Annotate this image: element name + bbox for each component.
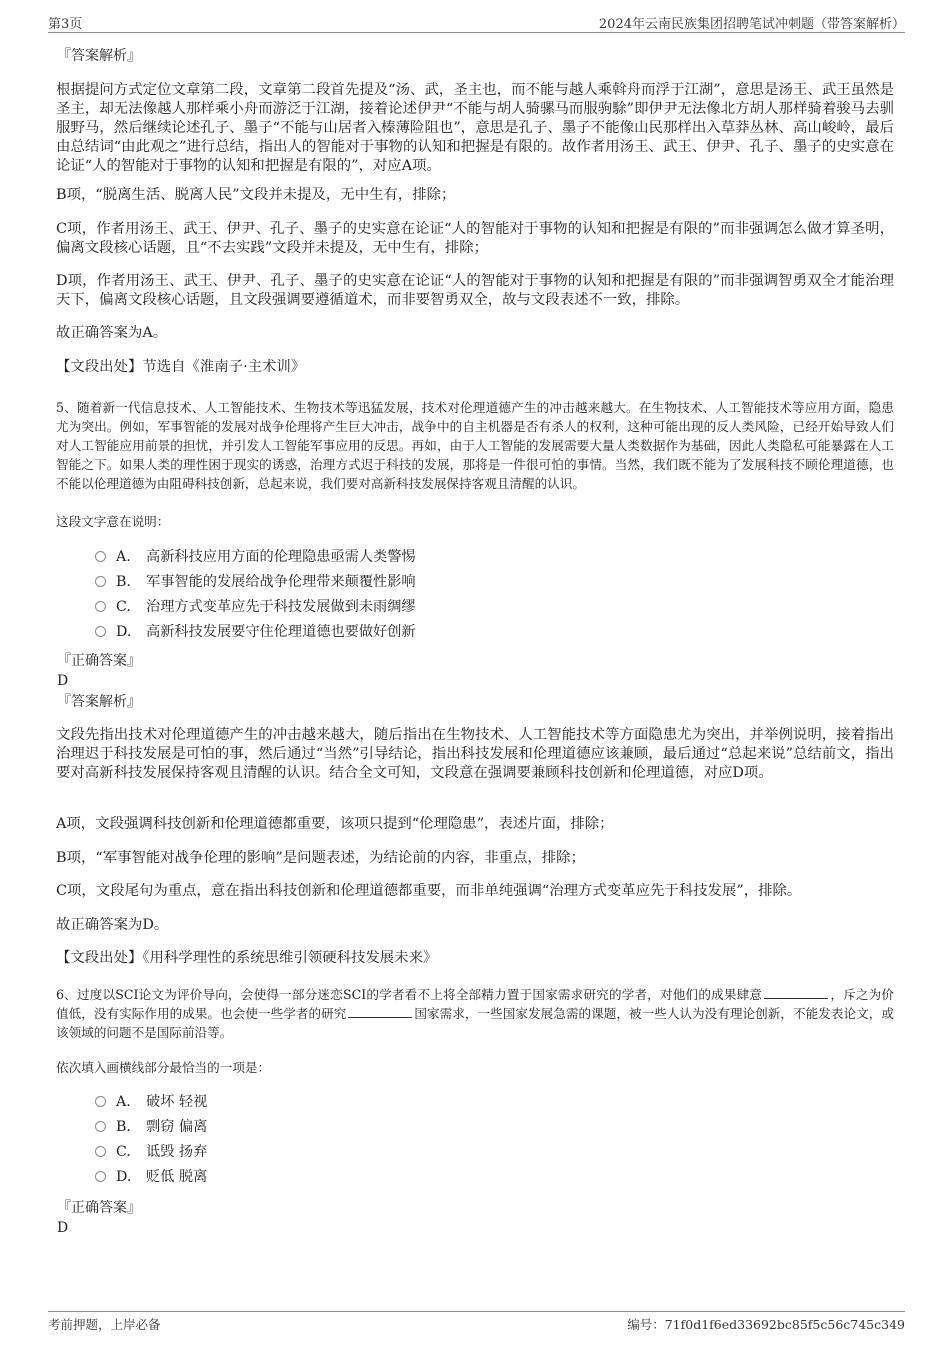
analysis-text: D项，作者用汤王、武王、伊尹、孔子、墨子的史实意在论证“人的智能对于事物的认知和把握是有限的”而非强调智勇双全才能治理天下，偏离文段核心话题，且文段强调要遵循道术，而非要智勇双全，故与文段表述不一致，排除。 xyxy=(56,273,894,308)
analysis-text: B项，“脱离生活、脱离人民”文段并未提及，无中生有，排除； xyxy=(56,187,456,203)
option-text: 破坏 轻视 xyxy=(146,1094,208,1110)
option-c[interactable] xyxy=(95,1140,207,1165)
analysis-5-paragraph-3 xyxy=(56,849,894,868)
analysis-5-paragraph-2 xyxy=(56,815,894,834)
question-text xyxy=(56,985,894,1042)
question-6-prompt xyxy=(56,1058,894,1077)
analysis-label-5: 『答案解析』 xyxy=(57,694,141,710)
option-c[interactable] xyxy=(95,595,416,620)
question-5-prompt xyxy=(56,512,894,531)
option-text: 治理方式变革应先于科技发展做到未雨绸缪 xyxy=(146,599,416,615)
question-text: 5、随着新一代信息技术、人工智能技术、生物技术等迅猛发展，技术对伦理道德产生的冲击越来越大。在生物技术、人工智能技术等应用方面，隐患尤为突出。例如，军事智能的发展对战争伦理将产生巨大冲击，战争中的自主机器是否有杀人的权利，这种可能出现的反人类风险，已经开始导致人们对人工智能应用前景的担忧，并引发人工智能军事应用的反思。再如，由于人工智能的发展需要大量人类数据作为基础，因此人类隐私可能暴露在人工智能之下。如果人类的理性困于现实的诱惑，治理方式迟于科技的发展，那将是一件很可怕的事情。当然，我们既不能为了发展科技不顾伦理道德，也不能以伦理道德为由阻碍科技创新，总起来说，我们要对高新科技发展保持客观且清醒的认识。 xyxy=(56,400,894,491)
analysis-paragraph-4 xyxy=(56,272,894,310)
question-6-options xyxy=(95,1090,207,1190)
prompt-text: 这段文字意在说明： xyxy=(56,514,170,529)
analysis-text: 故正确答案为A。 xyxy=(56,325,168,341)
analysis-label-1: 『答案解析』 xyxy=(57,48,141,64)
page-header xyxy=(48,12,905,33)
option-letter: A. xyxy=(116,1094,131,1110)
option-a[interactable] xyxy=(95,1090,207,1115)
option-a[interactable] xyxy=(95,545,416,570)
answer-value-6: D xyxy=(57,1220,69,1236)
option-d[interactable] xyxy=(95,1165,207,1190)
analysis-5-conclusion xyxy=(56,916,894,935)
source-5 xyxy=(56,949,894,968)
blank-2 xyxy=(348,1004,412,1018)
analysis-text: 文段先指出技术对伦理道德产生的冲击越来越大，随后指出在生物技术、人工智能技术等方面隐患尤为突出，并举例说明，接着指出治理迟于科技发展是可怕的事，然后通过“当然”引导结论，指出科技发展和伦理道德应该兼顾，最后通过“总起来说”总结前文，指出要对高新科技发展保持客观且清醒的认识。结合全文可知，文段意在强调要兼顾科技创新和伦理道德，对应D项。 xyxy=(56,727,894,781)
page-footer xyxy=(48,1311,905,1332)
option-text: 诋毁 扬弃 xyxy=(146,1144,208,1160)
radio-icon[interactable] xyxy=(95,551,106,562)
analysis-text: C项，文段尾句为重点，意在指出科技创新和伦理道德都重要，而非单纯强调“治理方式变革应先于科技发展”，排除。 xyxy=(56,883,802,899)
radio-icon[interactable] xyxy=(95,1146,106,1157)
stem-part: 国家需求，一些国家发展急需的课题，被一些人认为没有理论创新，不能发表论文，或该领域的问题不是国际前沿等。 xyxy=(56,1006,895,1040)
answer-value-5: D xyxy=(57,673,69,689)
analysis-conclusion-1 xyxy=(56,324,894,343)
radio-icon[interactable] xyxy=(95,1121,106,1132)
radio-icon[interactable] xyxy=(95,601,106,612)
option-letter: D. xyxy=(116,1169,132,1185)
stem-part: 6、过度以SCI论文为评价导向，会使得一部分迷恋SCI的学者看不上将全部精力置于国家需求研究的学者，对他们的成果肆意 xyxy=(56,987,763,1002)
analysis-paragraph-2 xyxy=(56,186,894,205)
question-5-stem xyxy=(56,398,894,493)
option-text: 剽窃 偏离 xyxy=(146,1119,208,1135)
analysis-paragraph-3 xyxy=(56,220,894,258)
analysis-text: C项，作者用汤王、武王、伊尹、孔子、墨子的史实意在论证“人的智能对于事物的认知和把握是有限的”而非强调怎么做才算圣明，偏离文段核心话题，且“不去实践”文段并未提及，无中生有，排除； xyxy=(56,221,894,256)
answer-label-6: 『正确答案』 xyxy=(57,1200,141,1216)
prompt-text: 依次填入画横线部分最恰当的一项是： xyxy=(56,1060,271,1075)
source-1 xyxy=(56,358,894,377)
document-title: 2024年云南民族集团招聘笔试冲刺题（带答案解析） xyxy=(598,17,905,32)
option-letter: B. xyxy=(116,574,131,590)
radio-icon[interactable] xyxy=(95,1096,106,1107)
blank-1 xyxy=(764,985,828,999)
option-letter: A. xyxy=(116,549,131,565)
option-text: 高新科技应用方面的伦理隐患亟需人类警惕 xyxy=(146,549,416,565)
radio-icon[interactable] xyxy=(95,576,106,587)
option-text: 高新科技发展要守住伦理道德也要做好创新 xyxy=(146,624,416,640)
option-text: 军事智能的发展给战争伦理带来颠覆性影响 xyxy=(146,574,416,590)
option-letter: C. xyxy=(116,1144,131,1160)
analysis-paragraph-1 xyxy=(56,81,894,176)
analysis-text: A项，文段强调科技创新和伦理道德都重要，该项只提到“伦理隐患”，表述片面，排除； xyxy=(56,816,614,832)
option-b[interactable] xyxy=(95,1115,207,1140)
option-letter: B. xyxy=(116,1119,131,1135)
option-text: 贬低 脱离 xyxy=(146,1169,208,1185)
option-d[interactable] xyxy=(95,620,416,645)
question-5-options xyxy=(95,545,416,645)
option-letter: C. xyxy=(116,599,131,615)
source-text: 【文段出处】节选自《淮南子·主术训》 xyxy=(56,359,306,375)
stem-part: ，斥之为价值低，没有实际作用的成果。也会使一些学者的研究 xyxy=(56,987,894,1021)
question-6-stem xyxy=(56,985,894,1042)
analysis-text: B项，“军事智能对战争伦理的影响”是问题表述，为结论前的内容，非重点，排除； xyxy=(56,850,585,866)
analysis-text: 根据提问方式定位文章第二段，文章第二段首先提及“汤、武，圣主也，而不能与越人乘斡舟而浮于江湖”，意思是汤王、武王虽然是圣主，却无法像越人那样乘小舟而游泛于江湖，接着论述伊尹“不能与胡人骑骡马而服驹駼”即伊尹无法像北方胡人那样骑着骏马去驯服野马，然后继续论述孔子、墨子“不能与山居者入榛薄险阻也”，意思是孔子、墨子不能像山民那样出入草莽丛林、高山峻岭，最后由总结词“由此观之”进行总结，指出人的智能对于事物的认知和把握是有限的。故作者用汤王、武王、伊尹、孔子、墨子的史实意在论证“人的智能对于事物的认知和把握是有限的”，对应A项。 xyxy=(56,82,894,174)
answer-label-5: 『正确答案』 xyxy=(57,653,141,669)
page-number: 第3页 xyxy=(48,17,83,32)
option-letter: D. xyxy=(116,624,132,640)
analysis-text: 故正确答案为D。 xyxy=(56,917,169,933)
radio-icon[interactable] xyxy=(95,626,106,637)
analysis-5-paragraph-1 xyxy=(56,726,894,783)
analysis-5-paragraph-4 xyxy=(56,882,894,901)
source-text: 【文段出处】《用科学理性的系统思维引领硬科技发展未来》 xyxy=(56,950,438,966)
radio-icon[interactable] xyxy=(95,1171,106,1182)
option-b[interactable] xyxy=(95,570,416,595)
document-code: 编号：71f0d1f6ed33692bc85f5c56c745c349 xyxy=(627,1317,905,1332)
footer-slogan: 考前押题，上岸必备 xyxy=(48,1317,161,1332)
